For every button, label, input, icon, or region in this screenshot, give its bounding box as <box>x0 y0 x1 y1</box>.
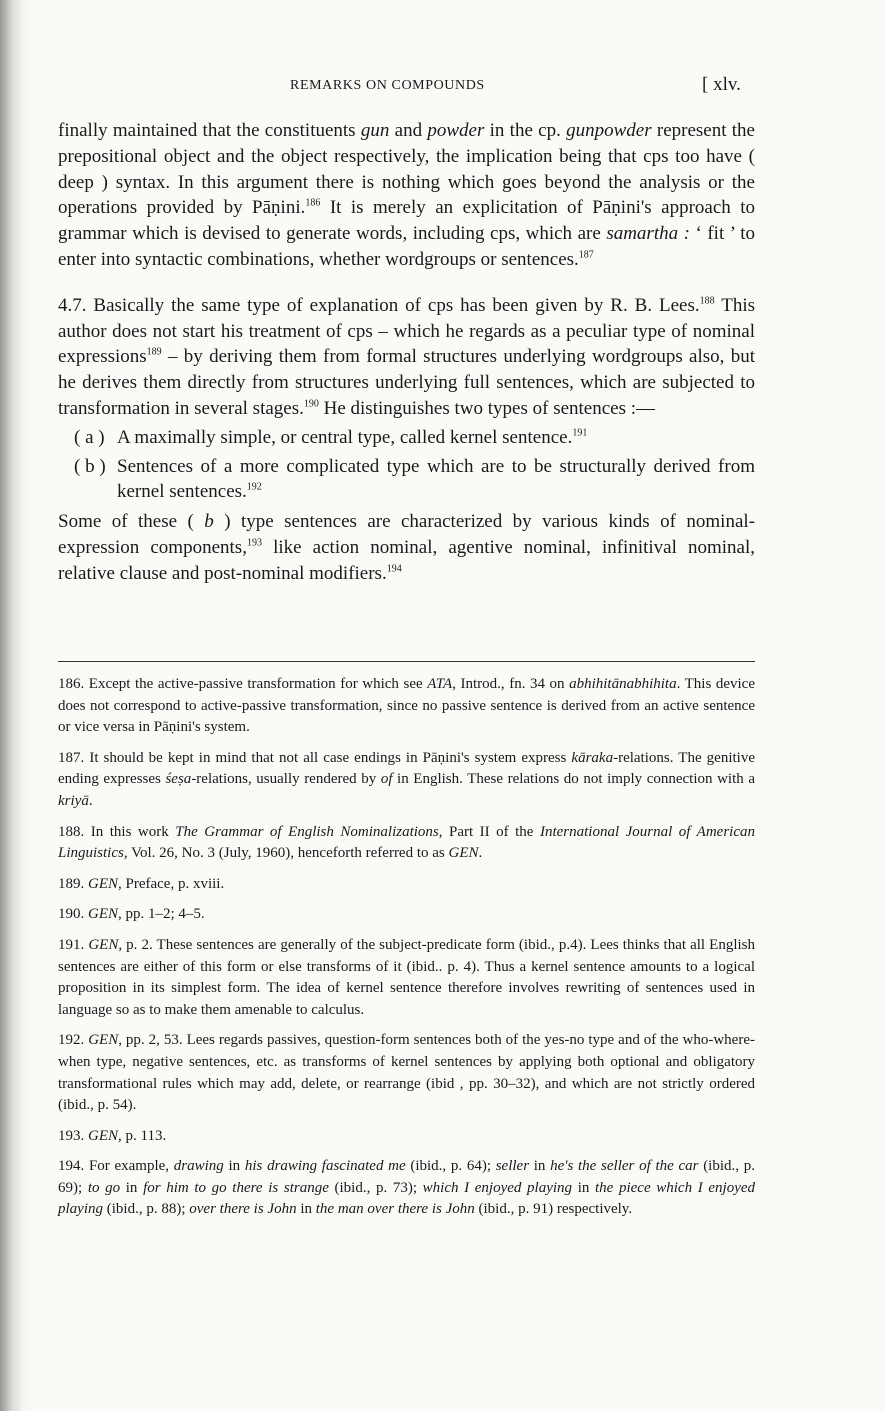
footnote-190: 190. GEN, pp. 1–2; 4–5. <box>58 906 205 923</box>
footnote-194: 194. For example, drawing in his drawing fascinated me (ibid., p. 64); seller in he's the seller of the car (ibid., p. 69); to go in for him to go there is strange (ibid., p. 73); which I enjoyed playing in the piece which I enjoyed playing (ibid., p. 88); over there is John in the man over there is John (ibid., p. 91) respectively. <box>58 1158 756 1218</box>
footnote-ref[interactable]: 187 <box>578 249 594 261</box>
footnote-ref[interactable]: 186 <box>305 198 321 210</box>
footnote-ref[interactable]: 194 <box>386 563 402 575</box>
footnote-188: 188. In this work The Grammar of English Nominalizations, Part II of the International Journal of American Linguistics, Vol. 26, No. 3 (July, 1960), henceforth referred to as GEN. <box>58 823 755 862</box>
footnote-189: 189. GEN, Preface, p. xviii. <box>58 875 225 892</box>
footnote-ref[interactable]: 191 <box>572 427 588 439</box>
footnote-187: 187. It should be kept in mind that not all case endings in Pāṇini's system express kāraka-relations. The genitive ending expresses śeṣa-relations, usually rendered by of in English. These relations do not imply connection with a kriyā. <box>58 749 755 809</box>
footnote-192: 192. GEN, pp. 2, 53. Lees regards passives, question-form sentences both of the yes-no type and of the who-where-when type, negative sentences, etc. as transforms of kernel sentences by applying both optional and obligatory transformational rules which may add, delete, or rearrange (ibid , pp. 30–32), and which are not strictly ordered (ibid., p. 54). <box>58 1032 755 1114</box>
footnote-186: 186. Except the active-passive transformation for which see ATA, Introd., fn. 34 on abhihitānabhihita. This device does not correspond to active-passive transformation, since no passive sentence is derived from an active sentence or vice versa in Pāṇini's system. <box>58 676 755 736</box>
paragraph-section-4-7: 4.7. Basically the same type of explanation of cps has been given by R. B. Lees.$^{188}$ This author does not start his treatment of cps – which he regards as a peculiar type of nominal expressions$^{189}$ – by deriving them from formal structures underlying wordgroups also, but he derives them directly from structures underlying full sentences, which are subjected to transformation in several stages.$^{190}$ He distinguishes two types of sentences :— <box>58 294 755 419</box>
page-number: [ xlv. <box>702 74 741 95</box>
footnote-ref[interactable]: 190 <box>303 398 319 410</box>
list-item-a: ( a ) A maximally simple, or central type, called kernel sentence.$^{191}$ <box>58 425 755 451</box>
list-label: ( b ) <box>74 455 106 477</box>
footnote-ref[interactable]: 192 <box>246 482 262 494</box>
section-number: 4.7. <box>58 294 87 316</box>
scan-edge-shadow <box>0 0 34 1411</box>
footnote-ref[interactable]: 188 <box>699 295 715 307</box>
footnotes <box>58 674 755 1230</box>
page-header <box>60 74 760 102</box>
footnote-ref[interactable]: 189 <box>146 347 162 359</box>
footnote-divider <box>58 661 755 662</box>
paragraph-continuation: finally maintained that the constituents gun and powder in the cp. gunpowder represent the prepositional object and the object respectively, the implication being that cps too have ( deep ) syntax. In this argument there is nothing which goes beyond the analysis or the operations provided by Pāṇini.$^{186}$ It is merely an explicitation of Pāṇini's approach to grammar which is devised to generate words, including cps, which are samartha : ‘ fit ’ to enter into syntactic combinations, whether wordgroups or sentences.$^{187}$ <box>58 120 755 270</box>
body-text <box>58 118 755 587</box>
paragraph-nominal-components: Some of these ( b ) type sentences are characterized by various kinds of nominal-expression components,$^{193}$ like action nominal, agentive nominal, infinitival nominal, relative clause and post-nominal modifiers.$^{194}$ <box>58 511 756 584</box>
list-label: ( a ) <box>74 426 105 448</box>
list-item-b: ( b ) Sentences of a more complicated type which are to be structurally derived from kernel sentences.$^{192}$ <box>74 455 755 503</box>
footnote-193: 193. GEN, p. 113. <box>58 1127 167 1144</box>
footnote-ref[interactable]: 193 <box>246 537 262 549</box>
running-title: REMARKS ON COMPOUNDS <box>290 78 485 93</box>
footnote-191: 191. GEN, p. 2. These sentences are generally of the subject-predicate form (ibid., p.4). Lees thinks that all English sentences are either of this form or else transforms of it (ibid.. p. 4). Thus a kernel sentence amounts to a logical proposition in its simplest form. The idea of kernel sentence therefore involves rewriting of sentences used in language so as to make them amenable to calculus. <box>58 936 756 1018</box>
